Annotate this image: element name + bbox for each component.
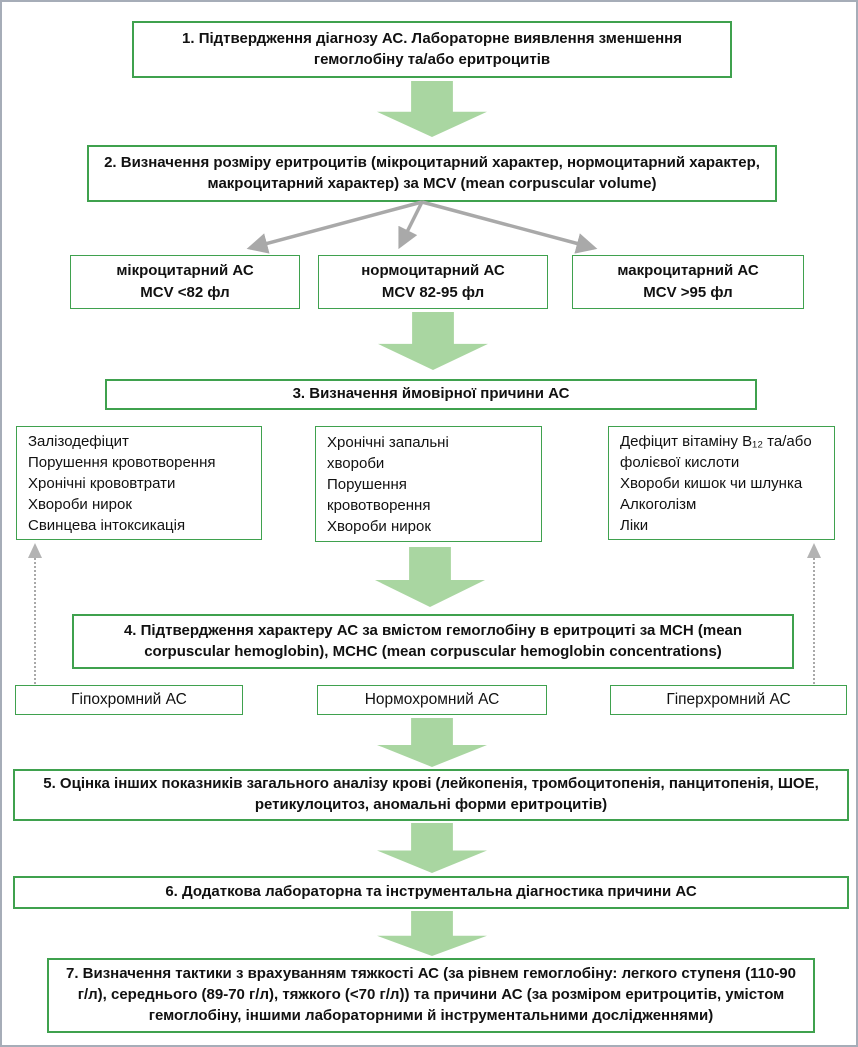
fan-arrow-left [250, 202, 422, 248]
mcv-normocytic-range: MCV 82-95 фл [381, 284, 485, 301]
down-arrow-causes-step4 [375, 547, 485, 607]
fan-arrow-right [422, 202, 594, 248]
list-item: Хвороби нирок [28, 495, 132, 513]
list-item: Хронічні запальні хвороби [327, 433, 449, 472]
down-arrow-mcv-step3 [378, 312, 488, 370]
causes-microcytic-list [16, 426, 262, 540]
list-item: Хвороби кишок чи шлунка [620, 474, 803, 492]
mcv-microcytic-box [70, 255, 300, 309]
step-4-box: 4. Підтвердження характеру АС за вмістом гемоглобіну в еритроциті за MCH (mean corpuscular hemoglobin), MCHC (mean corpuscular hemoglobin concentrations) [72, 614, 794, 669]
list-item: Дефіцит вітаміну B₁₂ та/або фолієвої кислоти [620, 432, 812, 471]
step-2-box: 2. Визначення розміру еритроцитів (мікроцитарний характер, нормоцитарний характер, макроцитарний характер) за MCV (mean corpuscular volume) [87, 145, 777, 202]
dotted-up-arrow-left-head [28, 543, 42, 558]
step-5-box: 5. Оцінка інших показників загального аналізу крові (лейкопенія, тромбоцитопенія, панцитопенія, ШОЕ, ретикулоцитоз, аномальні форми еритроцитів) [13, 769, 849, 821]
causes-macrocytic-list [608, 426, 835, 540]
dotted-up-arrow-right-line [813, 558, 815, 684]
step-7-box: 7. Визначення тактики з врахуванням тяжкості АС (за рівнем гемоглобіну: легкого ступеня (110-90 г/л), середнього (89-70 г/л), тяжкого (<70 г/л)) та причини АС (за розміром еритроцитів, умістом гемоглобіну, іншими лабораторними й інструментальними дослідженнями) [47, 958, 815, 1033]
list-item: Ліки [620, 516, 649, 534]
hypochromic-box: Гіпохромний АС [15, 685, 243, 715]
down-arrow-step5-step6 [377, 823, 487, 873]
down-arrow-step1-step2 [377, 81, 487, 137]
normochromic-box: Нормохромний АС [317, 685, 547, 715]
list-item: Залізодефіцит [28, 432, 129, 450]
list-item: Порушення кровотворення [327, 475, 431, 514]
mcv-microcytic-name: мікроцитарний АС [116, 262, 254, 280]
mcv-normocytic-box [318, 255, 548, 309]
mcv-macrocytic-name: макроцитарний АС [617, 262, 759, 280]
step-3-box: 3. Визначення ймовірної причини АС [105, 379, 757, 410]
step-1-box: 1. Підтвердження діагнозу АС. Лабораторне виявлення зменшення гемоглобіну та/або еритроцитів [132, 21, 732, 78]
step-6-box: 6. Додаткова лабораторна та інструментальна діагностика причини АС [13, 876, 849, 909]
mcv-microcytic-range: MCV <82 фл [140, 284, 230, 301]
dotted-up-arrow-left-line [34, 558, 36, 684]
list-item: Алкоголізм [620, 495, 697, 513]
causes-normocytic-list [315, 426, 542, 542]
hyperchromic-box: Гіперхромний АС [610, 685, 847, 715]
fan-arrows [2, 200, 858, 256]
mcv-normocytic-name: нормоцитарний АС [361, 262, 505, 280]
list-item: Порушення кровотворення [28, 453, 216, 471]
down-arrow-step6-step7 [377, 911, 487, 956]
dotted-up-arrow-right-head [807, 543, 821, 558]
down-arrow-chromicity-step5 [377, 718, 487, 767]
mcv-macrocytic-range: MCV >95 фл [643, 284, 733, 301]
list-item: Свинцева інтоксикація [28, 516, 186, 534]
list-item: Хронічні крововтрати [28, 474, 176, 492]
mcv-macrocytic-box [572, 255, 804, 309]
list-item: Хвороби нирок [327, 517, 431, 535]
